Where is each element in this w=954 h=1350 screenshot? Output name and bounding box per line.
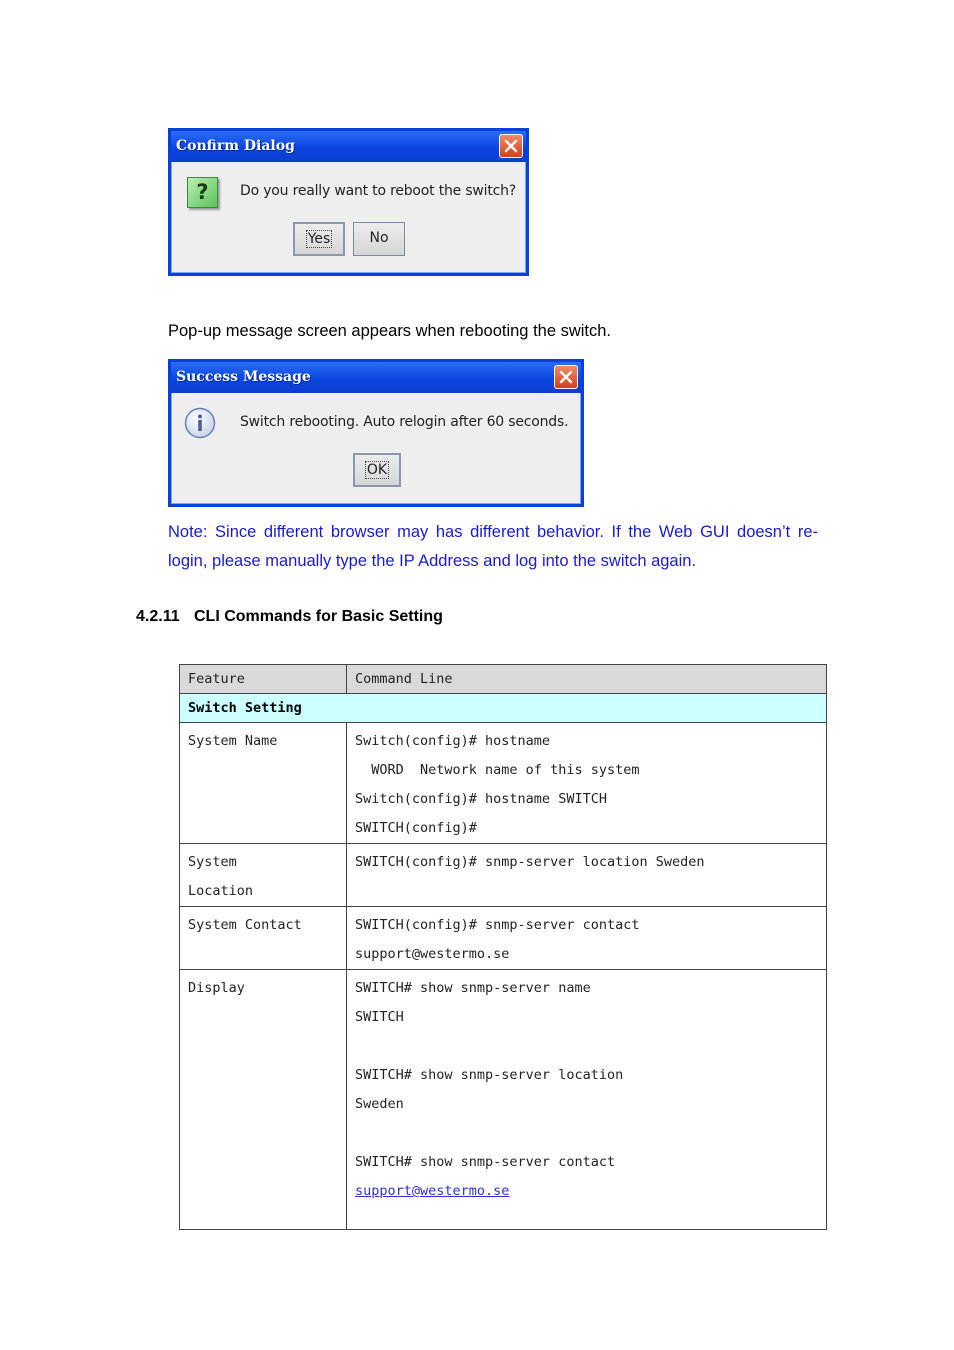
command-line: Sweden: [355, 1096, 404, 1112]
feature-cell: [180, 970, 347, 1230]
command-cell: [347, 907, 827, 970]
command-line: WORD Network name of this system: [355, 762, 640, 778]
section-title: CLI Commands for Basic Setting: [194, 608, 443, 625]
command-line: SWITCH(config)# snmp-server contact: [355, 917, 640, 933]
command-line: SWITCH# show snmp-server contact: [355, 1154, 616, 1170]
success-dialog-close-button[interactable]: [554, 365, 578, 389]
feature-label: Location: [188, 883, 254, 899]
table-row: [180, 907, 827, 970]
command-cell: [347, 844, 827, 907]
command-line: SWITCH(config)# snmp-server location Sweden: [355, 854, 705, 870]
feature-cell: [180, 907, 347, 970]
yes-button-label: Yes: [307, 231, 331, 247]
ok-button[interactable]: [353, 453, 401, 487]
table-section-row: [180, 694, 827, 723]
feature-label: System Name: [188, 733, 278, 749]
command-line: Switch(config)# hostname SWITCH: [355, 791, 607, 807]
command-line: SWITCH# show snmp-server location: [355, 1067, 624, 1083]
header-feature: Feature: [180, 665, 347, 694]
contact-email-link[interactable]: support@westermo.se: [355, 1183, 510, 1199]
confirm-dialog-message: Do you really want to reboot the switch?: [240, 183, 517, 199]
info-icon: [184, 407, 218, 441]
table-row: [180, 844, 827, 907]
blank-line: [355, 1119, 818, 1148]
success-dialog-title: Success Message: [171, 362, 581, 393]
note-paragraph: [168, 518, 818, 576]
confirm-dialog-title: Confirm Dialog: [171, 131, 526, 162]
command-line: SWITCH# show snmp-server name: [355, 980, 591, 996]
section-number: 4.2.11: [136, 608, 180, 625]
question-icon: ?: [187, 177, 218, 208]
command-line: SWITCH: [355, 1009, 404, 1025]
command-cell: [347, 970, 827, 1230]
no-button[interactable]: [353, 222, 405, 256]
section-heading: [136, 608, 443, 626]
table-row: [180, 970, 827, 1230]
confirm-dialog: [168, 128, 529, 276]
command-cell: [347, 723, 827, 844]
close-icon: [559, 370, 573, 384]
close-icon: [504, 139, 518, 153]
caption-text: Pop-up message screen appears when rebooting the switch.: [168, 322, 612, 340]
section-switch-setting: Switch Setting: [180, 694, 827, 723]
no-button-label: No: [369, 230, 389, 246]
success-dialog-message: Switch rebooting. Auto relogin after 60 seconds.: [240, 414, 569, 430]
table-header-row: [180, 665, 827, 694]
ok-button-label: OK: [366, 462, 388, 478]
note-text: Note: Since different browser may has different behavior. If the Web GUI doesn’t re-login, please manually type the IP Address and log into the switch again.: [168, 523, 818, 570]
header-command-line: Command Line: [347, 665, 827, 694]
feature-label: Display: [188, 980, 245, 996]
feature-cell: [180, 723, 347, 844]
feature-label: System Contact: [188, 917, 302, 933]
command-line: SWITCH(config)#: [355, 820, 477, 836]
feature-cell: [180, 844, 347, 907]
yes-button[interactable]: [293, 222, 345, 256]
success-dialog: [168, 359, 584, 507]
confirm-dialog-close-button[interactable]: [499, 134, 523, 158]
command-line: support@westermo.se: [355, 946, 510, 962]
feature-label: System: [188, 854, 237, 870]
command-line: Switch(config)# hostname: [355, 733, 551, 749]
cli-commands-table: [179, 664, 827, 1230]
blank-line: [355, 1032, 818, 1061]
table-row: [180, 723, 827, 844]
